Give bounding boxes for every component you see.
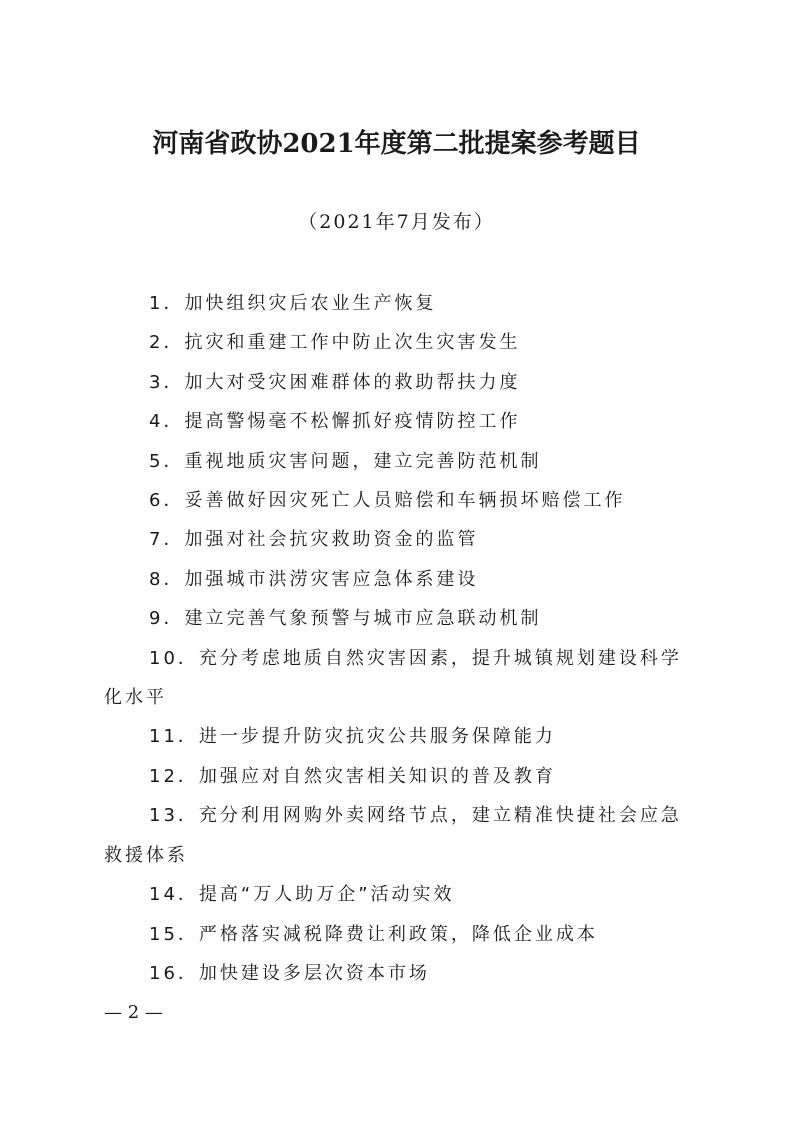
list-item: 12．加强应对自然灾害相关知识的普及教育 xyxy=(149,765,556,787)
list-item: 16．加快建设多层次资本市场 xyxy=(149,962,430,984)
list-item: 11．进一步提升防灾抗灾公共服务保障能力 xyxy=(149,726,556,748)
document-subtitle: （2021年7月发布） xyxy=(298,211,495,233)
list-item: 13．充分利用网购外卖网络节点，建立精准快捷社会应急救援体系 xyxy=(104,805,682,866)
document-title: 河南省政协2021年度第二批提案参考题目 xyxy=(152,129,641,159)
list-item: 4．提高警惕毫不松懈抓好疫情防控工作 xyxy=(149,411,521,433)
list-item: 10．充分考虑地质自然灾害因素，提升城镇规划建设科学化水平 xyxy=(104,647,682,709)
list-item: 8．加强城市洪涝灾害应急体系建设 xyxy=(149,568,479,590)
list-item: 5．重视地质灾害问题，建立完善防范机制 xyxy=(149,450,542,472)
list-item: 7．加强对社会抗灾救助资金的监管 xyxy=(149,529,479,551)
list-item: 9．建立完善气象预警与城市应急联动机制 xyxy=(149,608,542,630)
list-item: 14．提高“万人助万企”活动实效 xyxy=(149,884,455,906)
list-item: 15．严格落实减税降费让利政策，降低企业成本 xyxy=(149,923,598,945)
list-item: 6．妥善做好因灾死亡人员赔偿和车辆损坏赔偿工作 xyxy=(149,490,626,512)
topic-list xyxy=(104,284,698,993)
list-item: 1．加快组织灾后农业生产恢复 xyxy=(149,293,437,314)
page-number: — 2 — xyxy=(104,1002,163,1023)
list-item: 3．加大对受灾困难群体的救助帮扶力度 xyxy=(149,371,521,393)
list-item: 2．抗灾和重建工作中防止次生灾害发生 xyxy=(149,332,521,354)
